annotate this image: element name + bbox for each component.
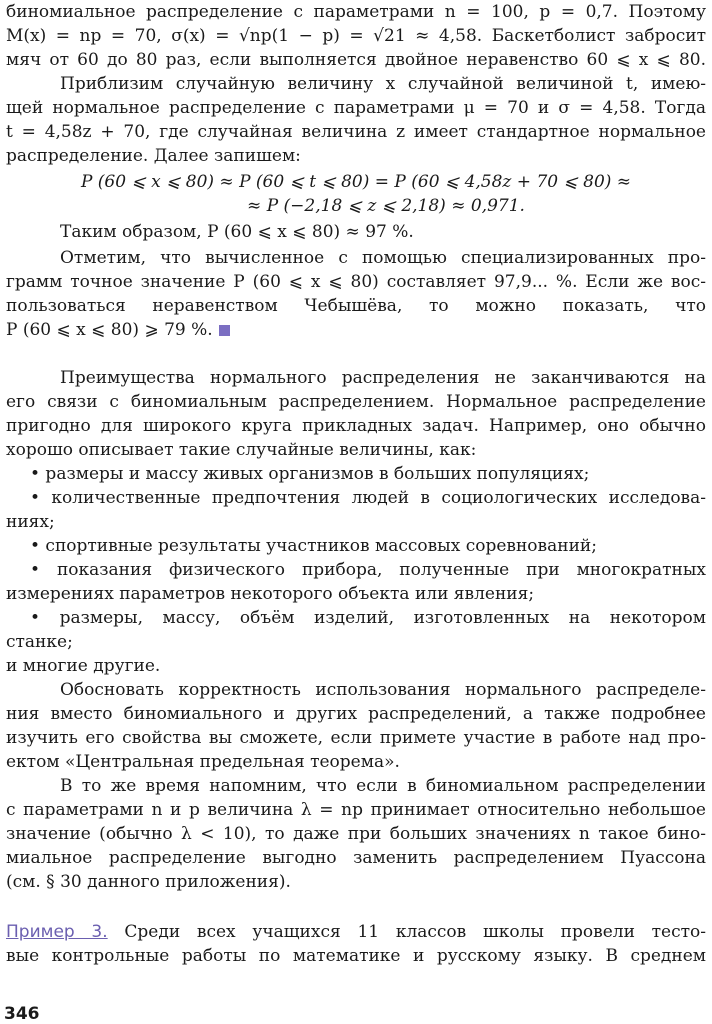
equation-line: ≈ P (−2,18 ⩽ z ⩽ 2,18) ≈ 0,971. [247,196,525,216]
text-line: (см. § 30 данного приложения). [6,872,291,892]
text-line: Преимущества нормального распределения не заканчиваются на [60,368,706,388]
text-line: ния вместо биномиального и других распределений, а также подробнее [6,704,706,724]
text-line: изучить его свойства вы сможете, если примете участие в работе над про- [6,728,706,748]
text-line: значение (обычно λ < 10), то даже при больших значениях n такое бино- [6,824,706,844]
text-line: M(x) = np = 70, σ(x) = √np(1 − p) = √21 ≈ 4,58. Баскетболист забросит [6,26,706,46]
text-line-with-end-mark [6,318,706,342]
equation-line: P (60 ⩽ x ⩽ 80) ≈ P (60 ⩽ t ⩽ 80) = P (60 ⩽ 4,58z + 70 ⩽ 80) ≈ [80,172,632,192]
text-line: и многие другие. [6,656,161,676]
example-line [6,920,706,944]
example-label-link[interactable]: Пример 3. [6,922,108,942]
text-line: распределение. Далее запишем: [6,146,301,166]
text-line: грамм точное значение P (60 ⩽ x ⩽ 80) составляет 97,9... %. Если же вос- [6,272,706,292]
bullet-item: • показания физического прибора, полученные при многократных [30,560,706,580]
text-line: пригодно для широкого круга прикладных задач. Например, оно обычно [6,416,706,436]
text-line: Обосновать корректность использования нормального распределе- [60,680,706,700]
text-line: мяч от 60 до 80 раз, если выполняется двойное неравенство 60 ⩽ x ⩽ 80. [6,50,706,70]
text-line: ниях; [6,512,55,532]
text-line: Отметим, что вычисленное с помощью специализированных про- [60,248,706,268]
bullet-item: • размеры и массу живых организмов в больших популяциях; [30,464,590,484]
text-span: Среди всех учащихся 11 классов школы провели тесто- [124,922,706,942]
text-line: Таким образом, P (60 ⩽ x ⩽ 80) ≈ 97 %. [60,222,414,242]
text-line: t = 4,58z + 70, где случайная величина z имеет стандартное нормальное [6,122,706,142]
text-line: миальное распределение выгодно заменить распределением Пуассона [6,848,706,868]
text-line: вые контрольные работы по математике и русскому языку. В среднем [6,946,706,966]
page-number: 346 [4,1004,40,1024]
text-line: пользоваться неравенством Чебышёва, то можно показать, что [6,296,706,316]
text-line: ектом «Центральная предельная теорема». [6,752,400,772]
text-line: с параметрами n и p величина λ = np принимает относительно небольшое [6,800,706,820]
text-line: хорошо описывает такие случайные величины, как: [6,440,477,460]
text-line: В то же время напомним, что если в биномиальном распределении [60,776,706,796]
bullet-item: • размеры, массу, объём изделий, изготовленных на некотором [30,608,706,628]
bullet-item: • количественные предпочтения людей в социологических исследова- [30,488,706,508]
end-of-proof-square-icon [219,325,230,336]
text-span: P (60 ⩽ x ⩽ 80) ⩾ 79 %. [6,320,213,340]
text-line: щей нормальное распределение с параметрами μ = 70 и σ = 4,58. Тогда [6,98,706,118]
text-line: его связи с биномиальным распределением. Нормальное распределение [6,392,706,412]
text-line: измерениях параметров некоторого объекта или явления; [6,584,535,604]
text-line: станке; [6,632,73,652]
text-line: Приблизим случайную величину x случайной величиной t, имею- [60,74,706,94]
bullet-item: • спортивные результаты участников массовых соревнований; [30,536,597,556]
text-line: биномиальное распределение с параметрами n = 100, p = 0,7. Поэтому [6,2,706,22]
